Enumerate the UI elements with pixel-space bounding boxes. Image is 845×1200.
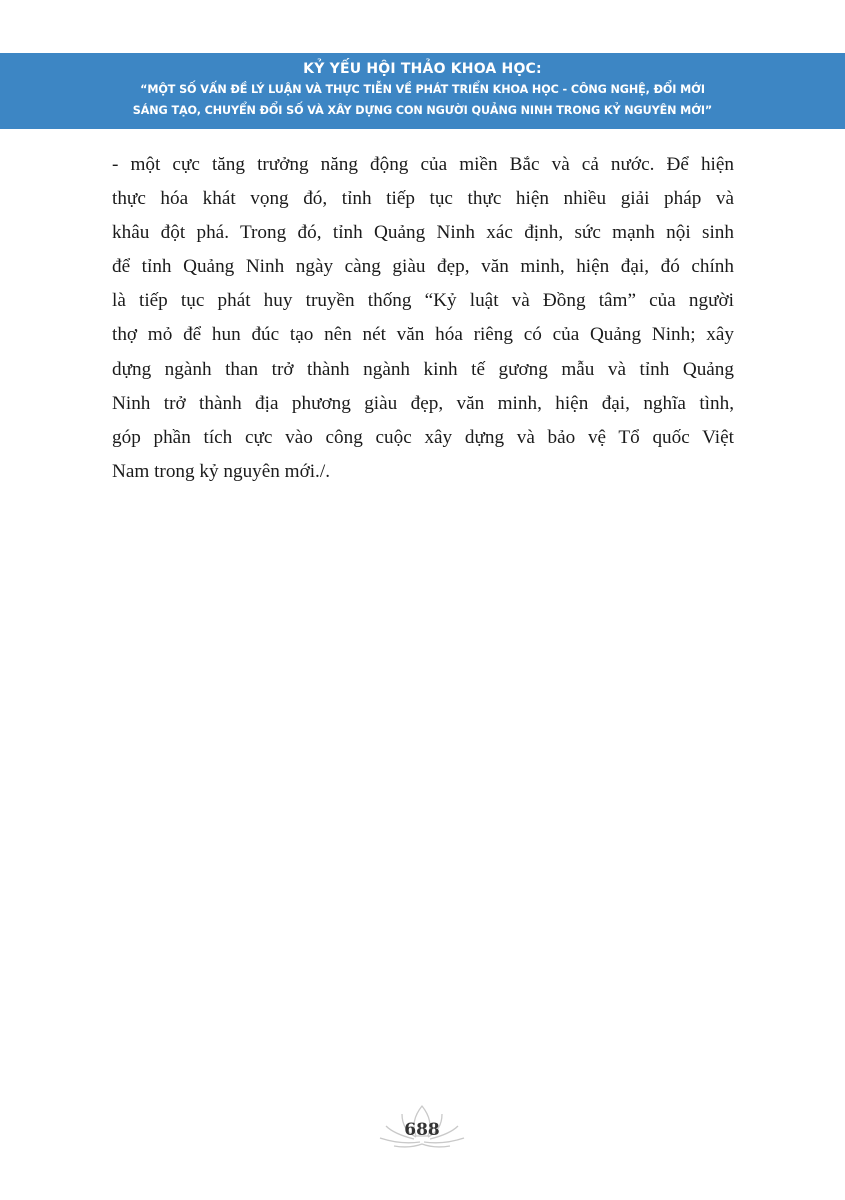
text-line: Ninh trở thành địa phương giàu đẹp, văn minh, hiện đại, nghĩa tình, <box>112 392 734 414</box>
header-band <box>0 53 845 129</box>
proceedings-title: KỶ YẾU HỘI THẢO KHOA HỌC: <box>303 61 542 77</box>
page-number-block <box>372 1100 472 1154</box>
text-line: thợ mỏ để hun đúc tạo nên nét văn hóa riêng có của Quảng Ninh; xây <box>112 324 734 346</box>
text-line: góp phần tích cực vào công cuộc xây dựng và bảo vệ Tổ quốc Việt <box>112 426 734 448</box>
text-line: Nam trong kỷ nguyên mới./. <box>112 460 330 482</box>
text-line: khâu đột phá. Trong đó, tỉnh Quảng Ninh xác định, sức mạnh nội sinh <box>112 222 734 244</box>
page-number: 688 <box>404 1120 440 1140</box>
conference-theme-line-1: “MỘT SỐ VẤN ĐỀ LÝ LUẬN VÀ THỰC TIỄN VỀ PHÁT TRIỂN KHOA HỌC - CÔNG NGHỆ, ĐỔI MỚI <box>140 83 705 96</box>
body-paragraph <box>112 148 734 489</box>
text-line: thực hóa khát vọng đó, tỉnh tiếp tục thực hiện nhiều giải pháp và <box>112 188 734 210</box>
conference-theme-line-2: SÁNG TẠO, CHUYỂN ĐỔI SỐ VÀ XÂY DỰNG CON NGƯỜI QUẢNG NINH TRONG KỶ NGUYÊN MỚI” <box>132 104 713 117</box>
text-line: là tiếp tục phát huy truyền thống “Kỷ luật và Đồng tâm” của người <box>112 290 734 312</box>
text-line: dựng ngành than trở thành ngành kinh tế gương mẫu và tỉnh Quảng <box>112 358 734 380</box>
text-line: để tỉnh Quảng Ninh ngày càng giàu đẹp, văn minh, hiện đại, đó chính <box>112 256 734 278</box>
text-line: - một cực tăng trưởng năng động của miền Bắc và cả nước. Để hiện <box>112 154 734 175</box>
